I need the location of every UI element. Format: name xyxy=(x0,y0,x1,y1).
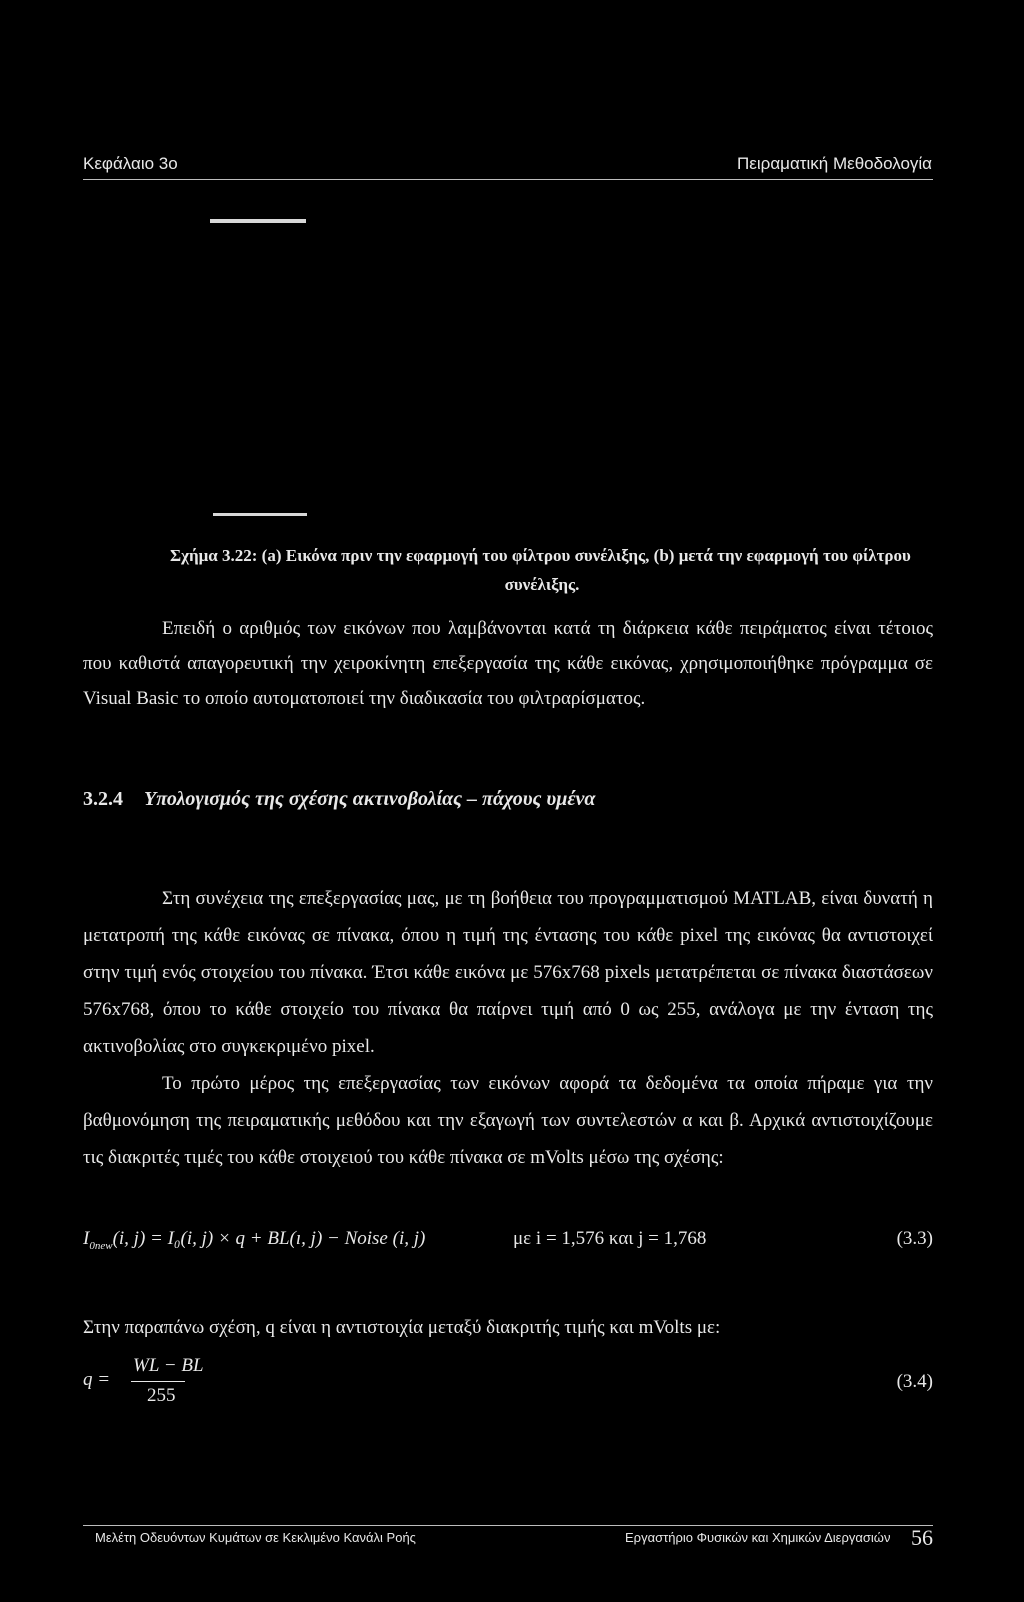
equation-3-4-denominator: 255 xyxy=(147,1385,176,1406)
equation-3-3-number: (3.3) xyxy=(896,1228,933,1249)
figure-caption xyxy=(170,541,914,599)
section-number: 3.2.4 xyxy=(83,788,123,810)
header-chapter: Κεφάλαιο 3ο xyxy=(83,154,178,173)
equation-3-4 xyxy=(83,1355,933,1415)
equation-3-4-number: (3.4) xyxy=(896,1371,933,1392)
header-section: Πειραματική Μεθοδολογία xyxy=(737,154,932,173)
equation-3-4-numerator: WL − BL xyxy=(133,1355,204,1376)
equation-3-3 xyxy=(83,1228,933,1268)
page-number: 56 xyxy=(911,1525,933,1550)
paragraph-2-text: Στη συνέχεια της επεξεργασίας μας, με τη βοήθεια του προγραμματισμού MATLAB, είναι δυνατή η μετατροπή της κάθε εικόνας σε πίνακα, όπου η τιμή της έντασης του κάθε pixel της εικόνας θα αντιστοιχεί στην τιμή ενός στοιχείου του πίνακα. Έτσι κάθε εικόνα με 576x768 pixels μετατρέπεται σε πίνακα διαστάσεων 576x768, όπου το κάθε στοιχείο του πίνακα θα παίρνει τιμή από 0 ως 255, ανάλογα με την ένταση της ακτινοβολίας στο συγκεκριμένο pixel. xyxy=(83,888,933,1057)
image-placeholder-bottom xyxy=(213,513,307,516)
footer-right: Εργαστήριο Φυσικών και Χημικών Διεργασιών xyxy=(625,1530,891,1545)
paragraph-1 xyxy=(83,611,933,716)
paragraph-4 xyxy=(83,1310,933,1345)
image-placeholder-top xyxy=(210,219,306,223)
footer-rule xyxy=(83,1525,933,1526)
header-rule xyxy=(83,179,933,180)
caption-line-1: Σχήμα 3.22: (a) Εικόνα πριν την εφαρμογή του φίλτρου συνέλιξης, (b) μετά την εφαρμογή του φίλτρου xyxy=(170,546,911,565)
paragraph-3-text: Το πρώτο μέρος της επεξεργασίας των εικόνων αφορά τα δεδομένα τα οποία πήραμε για την βαθμονόμηση της πειραματικής μεθόδου και την εξαγωγή των συντελεστών α και β. Αρχικά αντιστοιχίζουμε τις διακριτές τιμές του κάθε στοιχειού του κάθε πίνακα σε mVolts μέσω της σχέσης: xyxy=(83,1073,933,1168)
equation-3-3-condition: με i = 1,576 και j = 1,768 xyxy=(513,1228,707,1249)
equation-3-3-symbol: I xyxy=(83,1228,90,1249)
footer-left: Μελέτη Οδευόντων Κυμάτων σε Κεκλιμένο Κανάλι Ροής xyxy=(95,1530,416,1545)
caption-line-2: συνέλιξης. xyxy=(504,575,580,594)
equation-3-3-expression xyxy=(83,1228,425,1252)
paragraph-1-text: Επειδή ο αριθμός των εικόνων που λαμβάνονται κατά τη διάρκεια κάθε πειράματος είναι τέτοιος που καθιστά απαγορευτική την χειροκίνητη επεξεργασία της κάθε εικόνας, χρησιμοποιήθηκε πρόγραμμα σε Visual Basic το οποίο αυτοματοποιεί την διαδικασία του φιλτραρίσματος. xyxy=(83,618,933,709)
paragraph-4-text: Στην παραπάνω σχέση, q είναι η αντιστοιχία μεταξύ διακριτής τιμής και mVolts με: xyxy=(83,1317,721,1338)
paragraph-2-block xyxy=(83,880,933,1176)
equation-3-4-lhs: q = xyxy=(83,1369,111,1390)
equation-3-3-subscript: 0new xyxy=(89,1240,113,1252)
fraction-bar xyxy=(131,1381,185,1382)
equation-3-3-rhs: (i, j) = I₀(i, j) × q + BL(ı, j) − Noise (i, j) xyxy=(112,1228,426,1249)
section-title: Υπολογισμός της σχέσης ακτινοβολίας – πάχους υμένα xyxy=(144,788,596,810)
section-heading xyxy=(83,788,596,811)
